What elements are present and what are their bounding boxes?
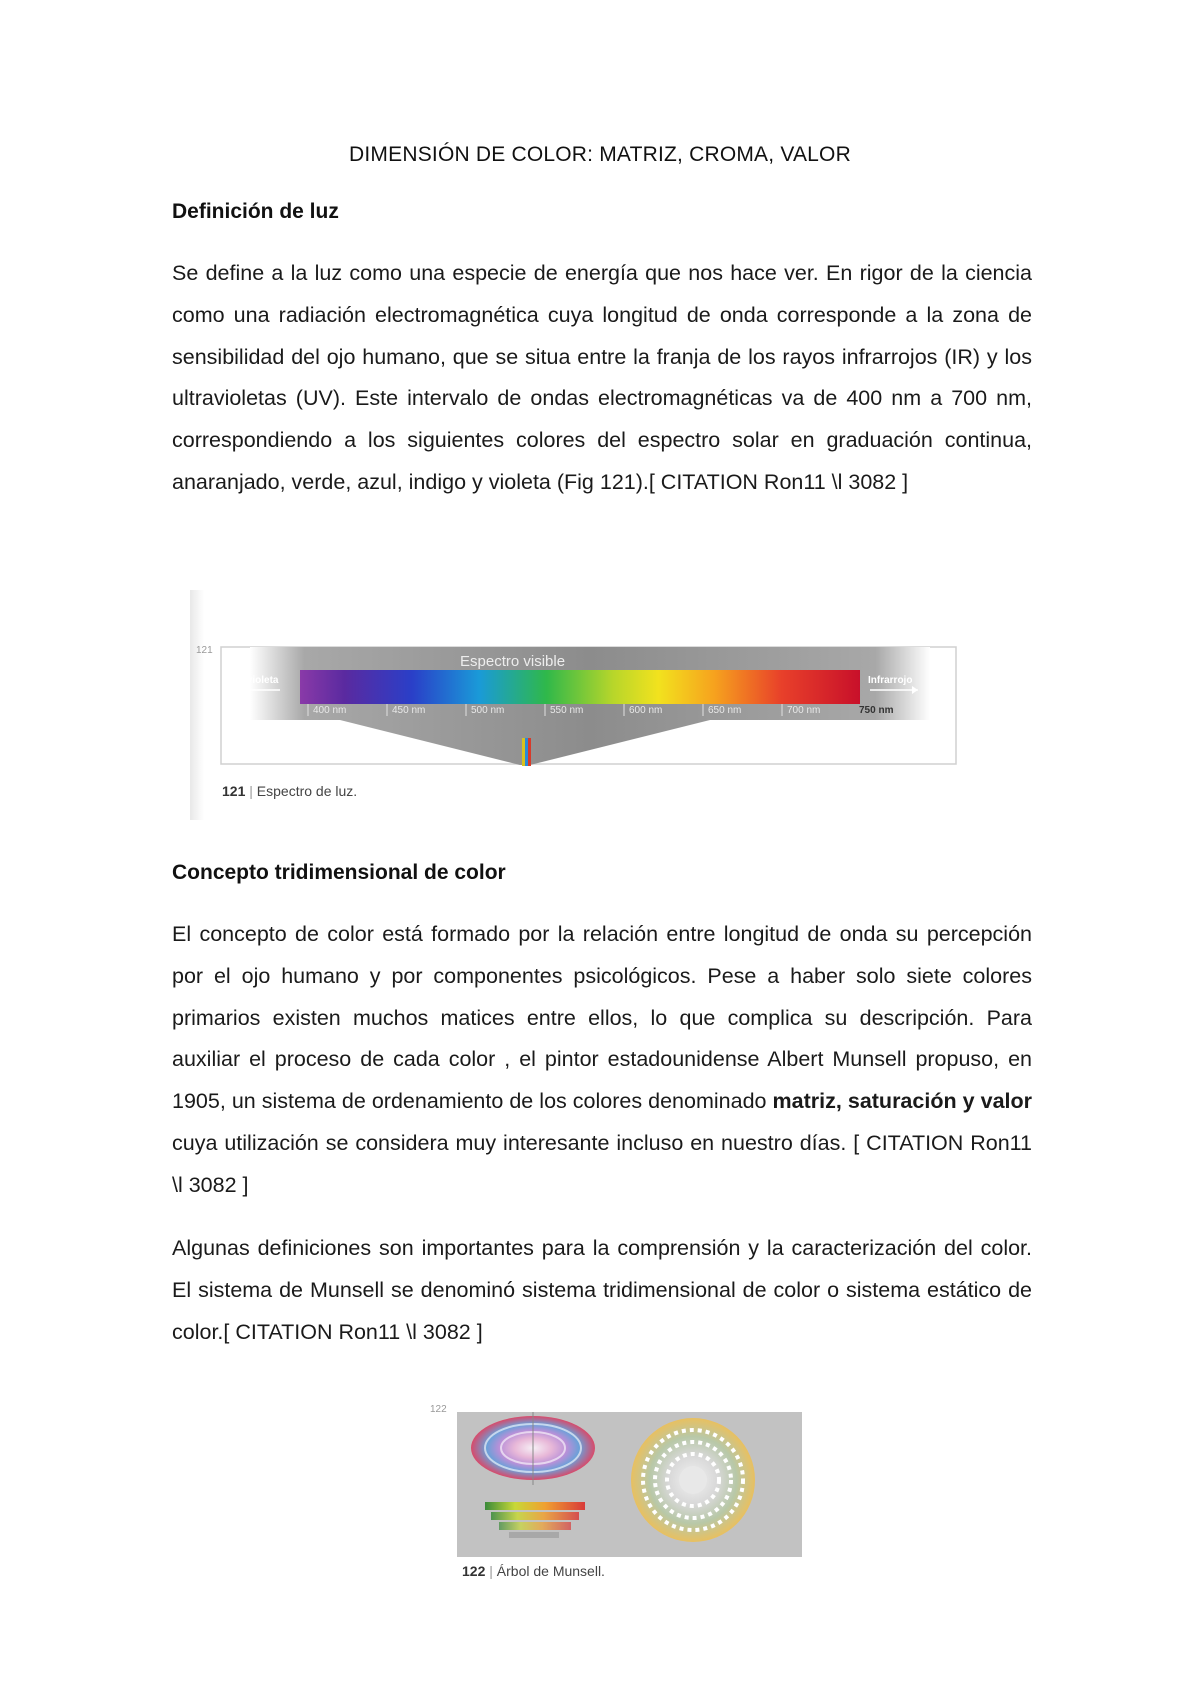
ultraviolet-label: Ultravioleta — [224, 675, 279, 686]
paragraph-part-2: cuya utilización se considera muy interesante incluso en nuestro días. [ CITATION Ron11 \l 3082 ] — [172, 1130, 1032, 1197]
paragraph-definicion-luz: Se define a la luz como una especie de energía que nos hace ver. En rigor de la ciencia como una radiación electromagnética cuya longitud de onda corresponde a la zona de sensibilidad del ojo humano, que se situa entre la franja de los rayos infrarrojos (IR) y los ultravioletas (UV). Este intervalo de ondas electromagnéticas va de 400 nm a 700 nm, correspondiendo a los siguientes colores del espectro solar en graduación continua, anaranjado, verde, azul, indigo y violeta (Fig 121).[ CITATION Ron11 \l 3082 ] — [172, 261, 1032, 494]
paragraph-bold-terms: matriz, saturación y valor — [772, 1089, 1032, 1114]
figure-122-caption-text: Árbol de Munsell. — [496, 1563, 605, 1579]
end-tick-label: 750 nm — [859, 705, 894, 716]
infrared-label: Infrarrojo — [868, 675, 913, 686]
spectrum-tick-label: 650 nm — [708, 705, 742, 716]
figure-121-number: 121 — [196, 645, 213, 656]
figure-122-caption-number: 122 — [462, 1563, 486, 1579]
section-heading-luz: Definición de luz — [172, 200, 339, 223]
figure-121-caption-number: 121 — [222, 783, 246, 799]
spectrum-tick-label: 500 nm — [471, 705, 505, 716]
spectrum-tick-label: 400 nm — [313, 705, 347, 716]
figure-122-caption: 122 | Árbol de Munsell. — [462, 1563, 605, 1579]
spectrum-banner-label: Espectro visible — [460, 653, 566, 670]
figure-121-caption-text: Espectro de luz. — [256, 783, 358, 799]
spectrum-tick-label: 700 nm — [787, 705, 821, 716]
figure-122-number: 122 — [430, 1404, 447, 1415]
spectrum-tick-label: 450 nm — [392, 705, 426, 716]
paragraph-definiciones: Algunas definiciones son importantes para la comprensión y la caracterización del color. El sistema de Munsell se denominó sistema tridimensional de color o sistema estático de color.[ CITATION Ron11 \l 3082 ] — [172, 1236, 1032, 1344]
spectrum-tick-label: 550 nm — [550, 705, 584, 716]
figure-122-munsell-tree — [425, 1400, 805, 1560]
paragraph-part-1: El concepto de color está formado por la relación entre longitud de onda su percepción por el ojo humano y por componentes psicológicos. Pese a haber solo siete colores primarios existen muchos matices entre ellos, lo que complica su descripción. Para auxiliar el proceso de cada color , el pintor estadounidense Albert Munsell propuso, en 1905, un sistema de ordenamiento de los colores denominado — [172, 922, 1032, 1114]
paragraph-concepto-color — [172, 914, 1032, 1207]
spectrum-tick-label: 600 nm — [629, 705, 663, 716]
document-title: DIMENSIÓN DE COLOR: MATRIZ, CROMA, VALOR — [349, 143, 851, 166]
figure-121-caption: 121 | Espectro de luz. — [222, 783, 358, 799]
section-heading-tridimensional: Concepto tridimensional de color — [172, 861, 506, 884]
